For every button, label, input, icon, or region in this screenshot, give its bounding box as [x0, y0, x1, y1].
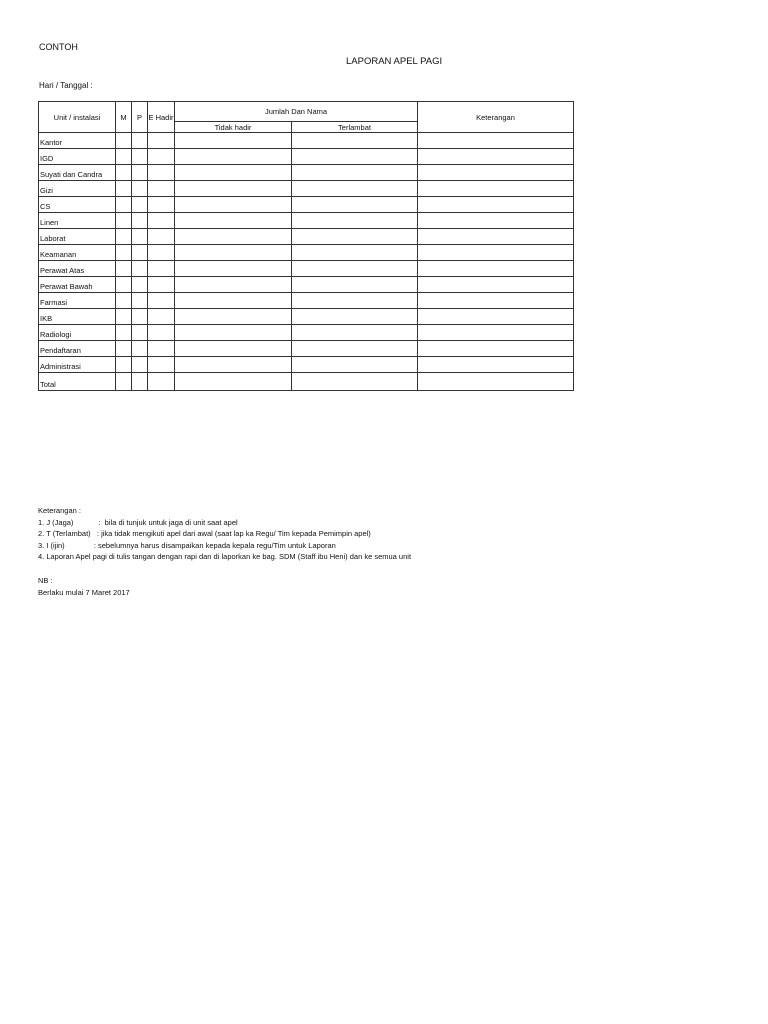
p-cell	[132, 165, 148, 181]
header-keterangan: Keterangan	[418, 102, 574, 133]
e-hadir-cell	[148, 213, 175, 229]
terlambat-cell	[292, 213, 418, 229]
m-cell	[116, 293, 132, 309]
table-row	[39, 213, 574, 229]
m-cell	[116, 309, 132, 325]
tidak-hadir-cell	[175, 213, 292, 229]
keterangan-cell	[418, 149, 574, 165]
m-cell	[116, 133, 132, 149]
tidak-hadir-cell	[175, 277, 292, 293]
terlambat-cell	[292, 133, 418, 149]
unit-name-cell: Laborat	[39, 229, 116, 245]
unit-name-cell: Administrasi	[39, 357, 116, 373]
unit-name-cell: CS	[39, 197, 116, 213]
notes-section	[38, 505, 411, 563]
unit-name-cell: Keamanan	[39, 245, 116, 261]
tidak-hadir-cell	[175, 293, 292, 309]
terlambat-cell	[292, 197, 418, 213]
terlambat-cell	[292, 357, 418, 373]
nb-section	[38, 575, 130, 598]
m-cell	[116, 165, 132, 181]
keterangan-cell	[418, 309, 574, 325]
e-hadir-cell	[148, 309, 175, 325]
e-hadir-cell	[148, 293, 175, 309]
p-cell	[132, 245, 148, 261]
table-row	[39, 133, 574, 149]
keterangan-cell	[418, 341, 574, 357]
e-hadir-cell	[148, 261, 175, 277]
terlambat-cell	[292, 229, 418, 245]
tidak-hadir-cell	[175, 197, 292, 213]
header-unit: Unit / instalasi	[39, 102, 116, 133]
tidak-hadir-cell	[175, 341, 292, 357]
p-cell	[132, 309, 148, 325]
unit-name-cell: Farmasi	[39, 293, 116, 309]
e-hadir-cell	[148, 133, 175, 149]
unit-name-cell: Radiologi	[39, 325, 116, 341]
terlambat-cell	[292, 325, 418, 341]
table-row	[39, 181, 574, 197]
table-row	[39, 197, 574, 213]
unit-name-cell: IKB	[39, 309, 116, 325]
m-cell	[116, 213, 132, 229]
e-hadir-cell	[148, 165, 175, 181]
terlambat-cell	[292, 373, 418, 391]
tidak-hadir-cell	[175, 245, 292, 261]
keterangan-cell	[418, 165, 574, 181]
table-row	[39, 229, 574, 245]
table-row	[39, 293, 574, 309]
table-row	[39, 261, 574, 277]
e-hadir-cell	[148, 149, 175, 165]
m-cell	[116, 277, 132, 293]
keterangan-cell	[418, 133, 574, 149]
terlambat-cell	[292, 149, 418, 165]
tidak-hadir-cell	[175, 357, 292, 373]
m-cell	[116, 181, 132, 197]
m-cell	[116, 341, 132, 357]
tidak-hadir-cell	[175, 181, 292, 197]
notes-line: 1. J (Jaga) : bila di tunjuk untuk jaga di unit saat apel	[38, 517, 238, 527]
table-row	[39, 149, 574, 165]
p-cell	[132, 133, 148, 149]
document-label: CONTOH	[39, 42, 78, 52]
nb-text: Berlaku mulai 7 Maret 2017	[38, 587, 130, 597]
e-hadir-cell	[148, 357, 175, 373]
table-row	[39, 165, 574, 181]
keterangan-cell	[418, 293, 574, 309]
header-hadir: Hadir	[155, 112, 174, 122]
table-header-row	[39, 102, 574, 122]
p-cell	[132, 229, 148, 245]
terlambat-cell	[292, 293, 418, 309]
header-p: P	[132, 102, 148, 133]
tidak-hadir-cell	[175, 133, 292, 149]
table-row	[39, 325, 574, 341]
e-hadir-cell	[148, 277, 175, 293]
unit-name-cell: Gizi	[39, 181, 116, 197]
e-hadir-cell	[148, 325, 175, 341]
m-cell	[116, 149, 132, 165]
tidak-hadir-cell	[175, 165, 292, 181]
page-title: LAPORAN APEL PAGI	[346, 56, 443, 67]
header-jumlah: Jumlah Dan Nama	[175, 102, 418, 122]
terlambat-cell	[292, 309, 418, 325]
header-terlambat: Terlambat	[292, 122, 418, 133]
m-cell	[116, 261, 132, 277]
report-table	[38, 101, 574, 391]
e-hadir-cell	[148, 181, 175, 197]
keterangan-cell	[418, 229, 574, 245]
keterangan-cell	[418, 261, 574, 277]
p-cell	[132, 197, 148, 213]
header-m: M	[116, 102, 132, 133]
unit-name-cell: IGD	[39, 149, 116, 165]
keterangan-cell	[418, 213, 574, 229]
date-label: Hari / Tanggal :	[39, 81, 93, 90]
table-row	[39, 309, 574, 325]
unit-name-cell: Suyati dan Candra	[39, 165, 116, 181]
m-cell	[116, 197, 132, 213]
keterangan-cell	[418, 181, 574, 197]
table-row	[39, 373, 574, 391]
p-cell	[132, 277, 148, 293]
e-hadir-cell	[148, 229, 175, 245]
terlambat-cell	[292, 341, 418, 357]
unit-name-cell: Kantor	[39, 133, 116, 149]
unit-name-cell: Total	[39, 373, 116, 391]
table-row	[39, 357, 574, 373]
e-hadir-cell	[148, 341, 175, 357]
p-cell	[132, 261, 148, 277]
terlambat-cell	[292, 261, 418, 277]
m-cell	[116, 325, 132, 341]
m-cell	[116, 357, 132, 373]
table-row	[39, 245, 574, 261]
unit-name-cell: Perawat Atas	[39, 261, 116, 277]
notes-line: 3. I (ijin) : sebelumnya harus disampaikan kepada kepala regu/Tim untuk Laporan	[38, 540, 336, 550]
notes-line: 2. T (Terlambat) : jika tidak mengikuti apel dari awal (saat lap ka Regu/ Tim kepada Pemimpin apel)	[38, 529, 371, 539]
e-hadir-cell	[148, 197, 175, 213]
m-cell	[116, 245, 132, 261]
terlambat-cell	[292, 165, 418, 181]
terlambat-cell	[292, 277, 418, 293]
tidak-hadir-cell	[175, 229, 292, 245]
m-cell	[116, 373, 132, 391]
header-tidak-hadir: Tidak hadir	[175, 122, 292, 133]
notes-line: 4. Laporan Apel pagi di tulis tangan dengan rapi dan di laporkan ke bag. SDM (Staff ibu Heni) dan ke semua unit	[38, 552, 412, 562]
unit-name-cell: Pendaftaran	[39, 341, 116, 357]
p-cell	[132, 341, 148, 357]
unit-name-cell: Perawat Bawah	[39, 277, 116, 293]
tidak-hadir-cell	[175, 325, 292, 341]
keterangan-cell	[418, 277, 574, 293]
p-cell	[132, 325, 148, 341]
tidak-hadir-cell	[175, 261, 292, 277]
header-e-hadir	[148, 102, 175, 133]
e-hadir-cell	[148, 373, 175, 391]
p-cell	[132, 181, 148, 197]
notes-heading: Keterangan :	[38, 506, 81, 515]
m-cell	[116, 229, 132, 245]
keterangan-cell	[418, 357, 574, 373]
p-cell	[132, 149, 148, 165]
unit-name-cell: Linen	[39, 213, 116, 229]
keterangan-cell	[418, 325, 574, 341]
nb-label: NB :	[38, 576, 53, 585]
e-hadir-cell	[148, 245, 175, 261]
tidak-hadir-cell	[175, 149, 292, 165]
p-cell	[132, 293, 148, 309]
tidak-hadir-cell	[175, 309, 292, 325]
p-cell	[132, 213, 148, 229]
p-cell	[132, 357, 148, 373]
tidak-hadir-cell	[175, 373, 292, 391]
keterangan-cell	[418, 197, 574, 213]
table-row	[39, 277, 574, 293]
table-row	[39, 341, 574, 357]
terlambat-cell	[292, 245, 418, 261]
keterangan-cell	[418, 245, 574, 261]
keterangan-cell	[418, 373, 574, 391]
terlambat-cell	[292, 181, 418, 197]
header-e: E	[148, 112, 154, 122]
p-cell	[132, 373, 148, 391]
